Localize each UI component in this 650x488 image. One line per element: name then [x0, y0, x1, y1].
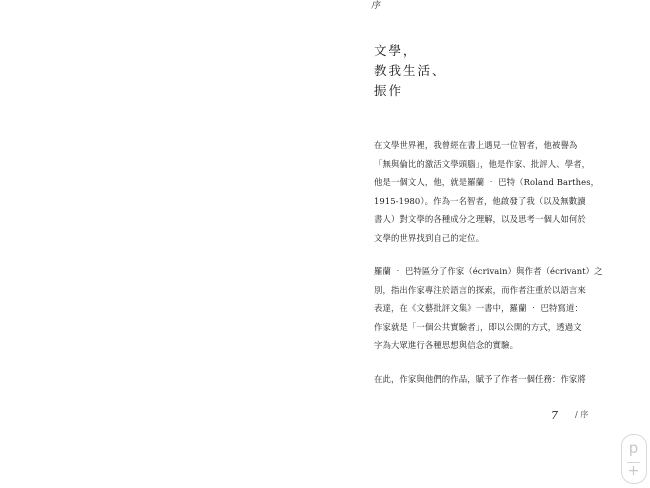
text-line: 作家就是「一個公共實驗者」，即以公開的方式，透過文 [374, 321, 582, 332]
page-section-label: / 序 [575, 410, 589, 419]
text-line: 「無與倫比的激活文學頭腦」，他是作家、批評人、學者， [374, 158, 591, 169]
p-letter-icon: p [628, 439, 639, 457]
text-line: 書人）對文學的各種成分之理解，以及思考一個人如何於 [374, 214, 586, 224]
text-line: 表達，在《文藝批評文集》一書中，羅蘭 ‧ 巴特寫道： [374, 303, 583, 313]
paragraph [374, 136, 604, 247]
text-line: 別，指出作家專注於語言的探索，而作者注重於以語言來 [374, 284, 586, 295]
plus-icon: + [627, 463, 640, 479]
chapter-title [374, 41, 494, 101]
chapter-title-line: 振作 [374, 83, 404, 98]
page-number: 7 [551, 409, 558, 422]
chapter-title-line: 教我生活、 [374, 63, 447, 78]
body-text [374, 136, 604, 403]
text-line: 羅蘭 ‧ 巴特區分了作家（écrivain）與作者（écrivant）之 [374, 266, 603, 276]
running-head: 序 [371, 1, 381, 11]
text-line: 他是一個文人，他，就是羅蘭 ‧ 巴特（Roland Barthes， [374, 177, 600, 187]
text-line: 字為大眾進行各種思想與信念的實驗。 [374, 340, 519, 350]
paragraph [374, 370, 604, 389]
paragraph [374, 262, 604, 355]
text-line: 1915-1980）。作為一名智者，他啟發了我（以及無數讀 [374, 195, 586, 206]
page-nav-button[interactable] [621, 434, 647, 484]
text-line: 文學的世界找到自己的定位。 [374, 232, 485, 243]
text-line: 在此，作家與他們的作品，賦予了作者一個任務：作家將 [374, 373, 586, 384]
text-line: 在文學世界裡，我曾經在書上遇見一位智者，他被譽為 [374, 140, 578, 150]
chapter-title-line: 文學， [374, 43, 418, 58]
